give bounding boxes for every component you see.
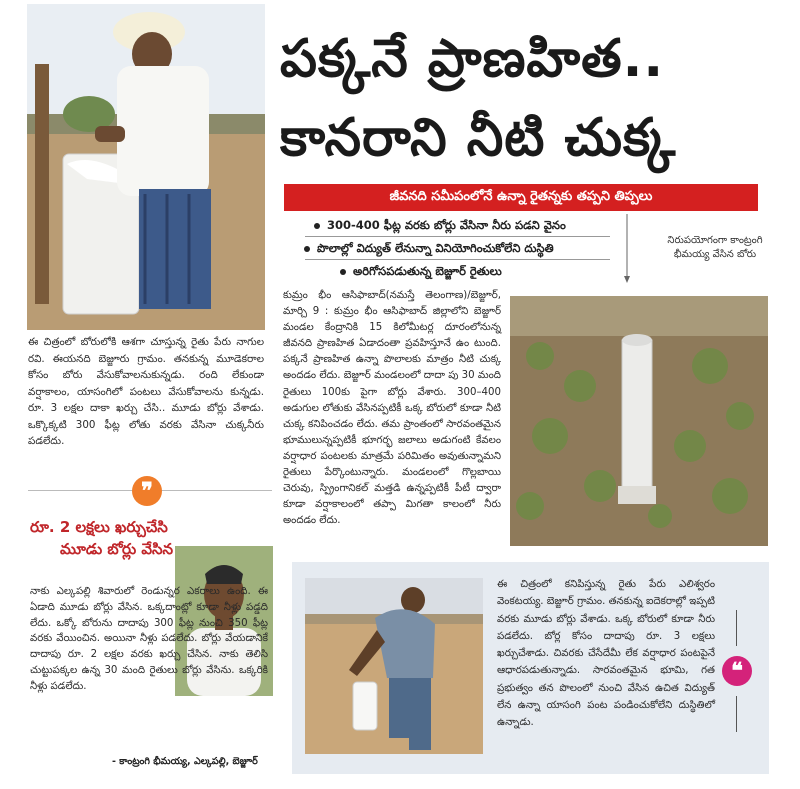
bullet-text: అరిగోసపడుతున్న బెజ్జూర్ రైతులు [353, 264, 502, 278]
tagline-banner: జీవనది సమీపంలోనే ఉన్నా రైతన్నకు తప్పని తిప్పలు [284, 184, 758, 211]
divider [305, 259, 610, 260]
bullet-item [314, 218, 566, 235]
bullet-dot-icon [340, 269, 346, 275]
vertical-rule [736, 610, 737, 646]
quote-body: నాకు ఎల్కపల్లి శివారులో రెండున్నర ఎకరాలు ఉంది. ఈ ఏడాది మూడు బోర్లు వేసిన. ఒక్కదాంట్లో కూడా నీళ్లు పడ్డది లేదు. ఒక్కో బోరును దాదాపు 300 ఫీట్ల నుంచి 350 ఫీట్ల వరకు వేయించిన. అయినా నీళ్లు పడలేదు. బోర్లు వేయడానికే దాదాపు రూ. 2 లక్షల వరకు ఖర్చు చేసిన. నాకు తెలిసి చుట్టుపక్కల ఉన్న 30 మంది రైతులు బోర్లు వేసిను. ఒక్కరికి నీళ్లు పడలేదు. [30, 586, 268, 692]
bullet-text: 300-400 ఫీట్ల వరకు బోర్లు వేసినా నీరు పడని వైనం [327, 218, 566, 232]
quote-heading-line-2: మూడు బోర్లు వేసిన [60, 540, 174, 558]
photo-caption-nagula-ravi: ఈ చిత్రంలో బోరులోకి ఆశగా చూస్తున్న రైతు పేరు నాగుల రవి. ఈయనది బెజ్జూరు గ్రామం. తనకున్న మూడెకరాల కోసం బోరు వేసుకోవాలనుకున్నడు. రంది లేకుండా వర్షాకాలం, యాసంగిలో పంటలు వేసుకోవాలను కున్నడు. రూ. 3 లక్షల దాకా ఖర్చు చేసి.. మూడు బోర్లు వేశాడు. ఒక్కొక్కటి 300 ఫీట్ల లోతు వరకు వేసినా చుక్కనీరు పడలేదు. [28, 336, 264, 447]
photo-farmer-venkataiah [305, 578, 483, 754]
quote-heading-line-1: రూ. 2 లక్షలు ఖర్చుచేసి [30, 518, 168, 536]
panel-caption-venkataiah: ఈ చిత్రంలో కనిపిస్తున్న రైతు పేరు ఎలిశ్వరం వెంకటయ్య. బెజ్జూర్ గ్రామం. తనకున్న ఐదెకరాల్లో ఇప్పటి వరకు మూడు బోర్లు వేశాడు. ఒక్క బోరులో కూడా నీరు పడలేదు. బోర్ల కోసం దాదాపు రూ. 3 లక్షలు ఖర్చుచేశాడు. చివరకు చేసేదేమీ లేక వర్షాధార పంటపైనే ఆధారపడుతున్నాడు. సారవంతమైన భూమి, గత ప్రభుత్వం తన పొలంలో నుంచి వేసిన ఉచిత విద్యుత్ లేన ఉన్నా యాసంగి పంట పండించుకోలేని దుస్థితిలో ఉన్నాడు. [497, 579, 715, 729]
down-arrow-icon [624, 214, 630, 284]
bullet-item [304, 241, 554, 258]
quote-close-icon: ❞ [132, 476, 162, 506]
bullet-dot-icon [304, 246, 310, 252]
headline-line-1: పక్కనే ప్రాణహిత.. [280, 29, 665, 89]
article-body: కుమ్రం భీం ఆసిఫాబాద్(నమస్తే తెలంగాణ)/బెజ్జూర్, మార్చి 9 : కుమ్రం భీం ఆసిఫాబాద్ జిల్లాలోని బెజ్జూర్ మండల కేంద్రానికి 15 కిలోమీటర్ల దూరంలోనున్న జీవనది ప్రాణహిత ఏడాదంతా ప్రవహిస్తూనే ఉం టుంది. పక్కనే ప్రాణహిత ఉన్నా పొలాలకు మాత్రం నీటి చుక్క అందడం లేదు. బెజ్జూర్ మండలంలో దాదా పు 30 మంది రైతులు 100కు పైగా బోర్లు వేశారు. 300–400 అడుగుల లోతుకు వేసినప్పటికీ ఒక్క బోరులో కూడా నీటి చుక్క కనిపించడం లేదు. తమ ప్రాంతంలో సారవంతమైన భూములున్నప్పటికీ భూగర్భ జలాలు అడుగంటి కేవలం వర్షాధార పంటలకు మాత్రమే పరిమితం అవుతున్నామని రైతులు పేర్కొంటున్నారు. మండలంలో గొల్లబాయి చెరువు, స్ప్రింగానికల్ మత్తడి ఉన్నప్పటికీ పీటీ ద్వారా కూడా వర్షాకాలంలో తప్పా మిగతా కాలంలో నీరు అందడం లేదు. [283, 290, 501, 527]
bullet-dot-icon [314, 223, 320, 229]
quote-signature: - కాంట్రంగి భీమయ్య, ఎల్కపల్లి, బెజ్జూర్ [112, 756, 258, 767]
bullet-text: పొలాల్లో విద్యుత్ లేనున్నా వినియోగించుకోలేని దుస్థితి [317, 241, 554, 255]
bullet-item [340, 264, 502, 281]
photo-borewell-pipe-field [510, 296, 768, 546]
photo-farmer-borewell [27, 4, 265, 330]
divider [305, 236, 610, 237]
side-caption: నిరుపయోగంగా కాంట్రంగి భీమయ్య వేసిన బోరు [667, 235, 763, 260]
vertical-rule [736, 696, 737, 732]
quote-open-icon: ❝ [722, 656, 752, 686]
headline-line-2: కానరాని నీటి చుక్క [280, 108, 677, 168]
